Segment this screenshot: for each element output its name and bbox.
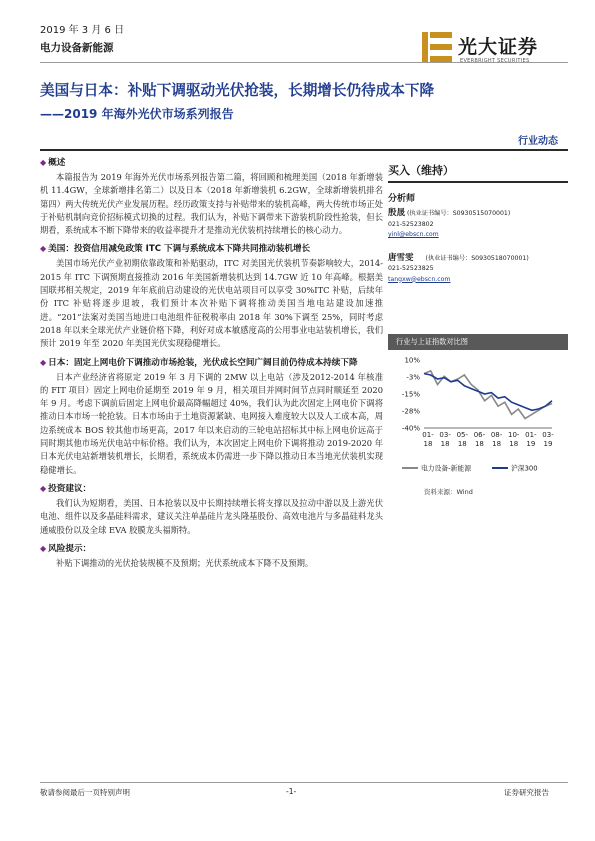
- x-tick-label: 10-: [507, 431, 520, 439]
- company-logo: [418, 30, 568, 70]
- x-tick-label: 05-: [456, 431, 469, 439]
- analyst-phone: 021-52523802: [388, 220, 434, 228]
- diamond-bullet-icon: ◆: [40, 543, 47, 553]
- sector-label: 电力设备新能源: [40, 42, 114, 54]
- section-heading: [40, 157, 383, 169]
- chart-title: 行业与上证指数对比图: [388, 334, 568, 350]
- x-tick-label: 18: [440, 440, 450, 448]
- x-tick-label: 18: [509, 440, 519, 448]
- x-tick-label: 19: [543, 440, 553, 448]
- chart-source: 资料来源：Wind: [424, 488, 473, 496]
- report-title: 美国与日本：补贴下调驱动光伏抢装，长期增长仍待成本下降: [40, 82, 435, 99]
- section-heading: [40, 543, 383, 555]
- x-tick-label: 03-: [542, 431, 554, 439]
- diamond-bullet-icon: ◆: [40, 483, 47, 493]
- logo-mark-icon: [420, 30, 454, 64]
- footer-disclaimer: 敬请参阅最后一页特别声明: [40, 788, 130, 797]
- y-tick-label: -15%: [401, 390, 420, 399]
- legend-label: 沪深300: [511, 464, 538, 473]
- body-paragraph: 本篇报告为 2019 年海外光伏市场系列报告第二篇，将回顾和梳理美国（2018 年新增装机 11.4GW，全球新增排名第二）以及日本（2018 年新增装机 6.2GW，全球新增装机排名第四）两大传统光伏产业发展历程。经历政策支持与补贴带来的装机高峰，两大传统市场正处于补贴机制向竞价招标模式切换的过程。我们认为，补贴下调带来下游装机阶段性抢装，但长期看，系统成本不断下降带来的收益率提升才是推动光伏装机持续增长的核心动力。: [40, 172, 383, 236]
- section-heading-text: 风险提示：: [48, 543, 92, 554]
- footer-label: 证券研究报告: [504, 788, 549, 797]
- section-heading: [40, 243, 383, 255]
- series-line: [424, 374, 552, 411]
- section-heading-text: 投资建议：: [48, 483, 92, 494]
- x-tick-label: 18: [457, 440, 467, 448]
- x-tick-label: 08-: [490, 431, 503, 439]
- section-heading-text: 概述: [48, 158, 66, 168]
- report-date: 2019 年 3 月 6 日: [40, 25, 125, 36]
- section-heading: [40, 483, 383, 495]
- rating: 买入（维持）: [388, 164, 454, 177]
- x-tick-label: 18: [474, 440, 484, 448]
- x-tick-label: 03-: [439, 431, 451, 439]
- x-tick-label: 06-: [473, 431, 486, 439]
- x-tick-label: 18: [423, 440, 433, 448]
- analyst-name: 唐雪雯: [388, 252, 414, 263]
- diamond-bullet-icon: ◆: [40, 158, 47, 167]
- legend-label: 电力设备-新能源: [421, 464, 472, 473]
- logo-text: 光大证券: [458, 36, 539, 58]
- x-tick-label: 19: [526, 440, 536, 448]
- rating-divider: [388, 181, 568, 183]
- page-number: -1-: [286, 787, 297, 796]
- body-paragraph: 日本产业经济省将原定 2019 年 3 月下调的 2MW 以上电站（涉及2012-2014 年核准的 FIT 项目）固定上网电价延期至 2019 年 9 月，相关项目并网时间节点同时顺延至 2020 年 9 月。考虑下调前后固定上网电价最高降幅超过 40%，我们认为此次固定上网电价下调将推动日本市场一轮抢装。日本市场由于土地资源紧缺、电网接入难度较大以及人工成本高，周边系统成本 BOS 较其他市场更高，2017 年以来启动的三轮电站招标其中标上网电价远高于同时期其他市场光伏电站中标价格。我们认为，本次固定上网电价下调将推动 2019-2020 年日本光伏电站新增装机增长，长期看，系统成本仍需进一步下降以推动日本当地光伏装机实现稳健增长。: [40, 371, 383, 475]
- body-paragraph: 我们认为短期看，美国、日本抢装以及中长期持续增长将支撑以及拉动中游以及上游光伏电池、组件以及多晶硅料需求，建议关注单晶硅片龙头隆基股份、高效电池片与多晶硅料龙头通威股份以及全球 EVA 胶膜龙头福斯特。: [40, 497, 383, 535]
- analyst-email[interactable]: yinl@ebscn.com: [388, 231, 439, 238]
- x-tick-label: 01-: [422, 431, 434, 439]
- report-subtitle: ——2019 年海外光伏市场系列报告: [40, 107, 234, 121]
- index-comparison-chart: [388, 352, 568, 492]
- x-tick-label: 18: [492, 440, 502, 448]
- body-paragraph: 补贴下调推动的光伏抢装规模不及预期；光伏系统成本下降不及预期。: [56, 557, 314, 568]
- analyst-cert: (执业证书编号：S0930518070001): [425, 254, 529, 262]
- y-tick-label: -40%: [401, 424, 420, 433]
- analyst-heading: 分析师: [388, 194, 416, 204]
- chart-svg: [388, 352, 568, 492]
- analyst-name: 殷晟: [388, 208, 406, 218]
- analyst-card: [388, 253, 568, 286]
- diamond-bullet-icon: ◆: [40, 244, 47, 254]
- body-paragraph: 美国市场光伏产业初期依靠政策和补贴驱动，ITC 对美国光伏装机节奏影响较大，2014-2015 年 ITC 下调预期直接推动 2016 年美国新增装机达到 14.7GW 近 10 年高峰。根据美国联邦相关规定，2019 年年底前启动建设的光伏电站项目可以享受 30%ITC 补贴，后续年份 ITC 补贴将逐步退坡，我们预计本次补贴下调将推动美国当地电站建设加速推进。“201”法案对美国当地进口电池组件征税税率由 2018 年 30%下调至 25%，同时考虑 2018 年以来全球光伏产业链价格下降，利好对成本敏感度高的公用事业电站装机增长，我们预计 2019 年至 2020 年美国光伏实现稳健增长。: [40, 258, 383, 349]
- main-body: [40, 154, 383, 570]
- document-type: 行业动态: [518, 136, 558, 147]
- section-heading: [40, 357, 383, 369]
- sidebar: [388, 154, 568, 496]
- header-divider: [40, 62, 568, 63]
- analyst-phone: 021-52523825: [388, 265, 434, 272]
- y-tick-label: 10%: [404, 356, 420, 365]
- section-heading-text: 美国：投资信用减免政策 ITC 下调与系统成本下降共同推动装机增长: [48, 244, 311, 255]
- analyst-cert: (执业证书编号：S0930515070001): [407, 210, 511, 217]
- analyst-card: [388, 208, 568, 241]
- footer-divider: [40, 782, 568, 783]
- y-tick-label: -3%: [406, 373, 420, 382]
- logo-english: EVERBRIGHT SECURITIES: [460, 58, 530, 64]
- x-tick-label: 01-: [525, 431, 537, 439]
- section-heading-text: 日本：固定上网电价下调推动市场抢装，光伏成长空间广阔目前仍待成本持续下降: [48, 357, 358, 368]
- title-divider: [40, 149, 568, 151]
- analyst-email[interactable]: tangxw@ebscn.com: [388, 275, 451, 283]
- diamond-bullet-icon: ◆: [40, 357, 47, 367]
- y-tick-label: -28%: [401, 407, 420, 416]
